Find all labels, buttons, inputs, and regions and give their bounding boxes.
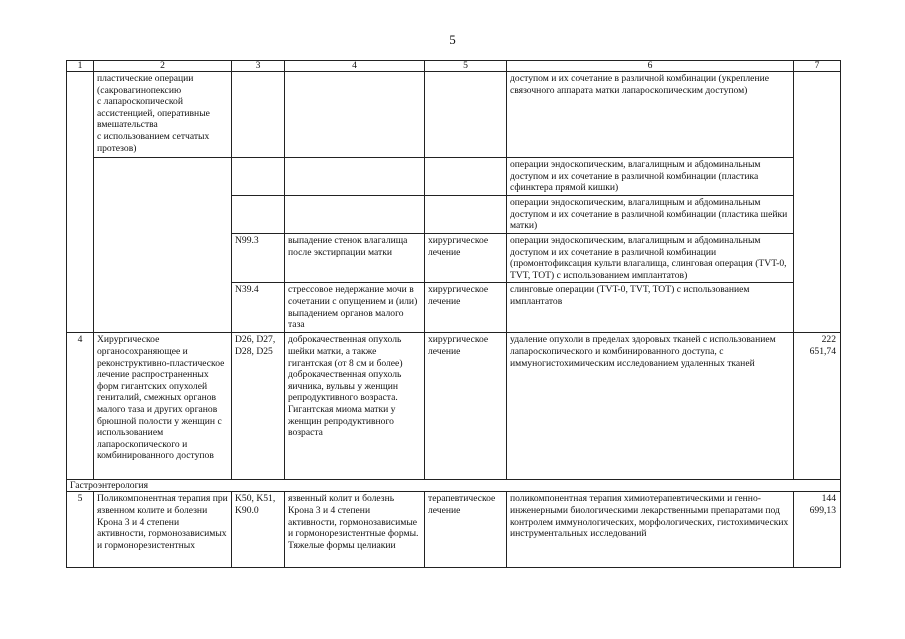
- header-cell: 6: [507, 61, 794, 72]
- cell-diagnosis: [285, 158, 425, 196]
- cell-diagnosis: стрессовое недержание мочи в сочетании с опущением и (или) выпадением органов малого таза: [285, 283, 425, 333]
- cell-number: [67, 72, 94, 333]
- table-row: [67, 158, 841, 196]
- cell-description: Поликомпонентная терапия при язвенном колите и болезни Крона 3 и 4 степени активности, гормонозависимых и гормонорезистентных: [94, 492, 232, 568]
- cell-treatment: [425, 72, 507, 158]
- cell-code: [232, 72, 285, 158]
- cell-price: [794, 72, 841, 333]
- cell-treatment: терапевтическое лечение: [425, 492, 507, 568]
- cell-code: [232, 196, 285, 234]
- page-number: 5: [449, 32, 456, 47]
- header-cell: 1: [67, 61, 94, 72]
- table-row: [67, 72, 841, 158]
- cell-treatment: [425, 158, 507, 196]
- cell-treatment: хирургическое лечение: [425, 234, 507, 283]
- table-row: [67, 333, 841, 480]
- header-cell: 2: [94, 61, 232, 72]
- cell-diagnosis: [285, 72, 425, 158]
- cell-code: N99.3: [232, 234, 285, 283]
- section-row: [67, 480, 841, 492]
- cell-treatment: [425, 196, 507, 234]
- cell-method: поликомпонентная терапия химиотерапевтическими и генно-инженерными биологическими лекарственными препаратами под контролем иммунологических, морфологических, гистохимических инструментальных исследований: [507, 492, 794, 568]
- cell-price: 222 651,74: [794, 333, 841, 480]
- header-cell: 7: [794, 61, 841, 72]
- cell-code: [232, 158, 285, 196]
- cell-diagnosis: [285, 196, 425, 234]
- cell-method: операции эндоскопическим, влагалищным и абдоминальным доступом и их сочетание в различной комбинации (пластика шейки матки): [507, 196, 794, 234]
- cell-number: 5: [67, 492, 94, 568]
- cell-treatment: хирургическое лечение: [425, 333, 507, 480]
- cell-description: [94, 158, 232, 333]
- section-title: Гастроэнтерология: [67, 480, 841, 492]
- cell-diagnosis: язвенный колит и болезнь Крона 3 и 4 степени активности, гормонозависимые и гормонорезистентные формы. Тяжелые формы целиакии: [285, 492, 425, 568]
- table-row: [67, 492, 841, 568]
- cell-description: Хирургическое органосохраняющее и реконструктивно-пластическое лечение распространенных форм гигантских опухолей гениталий, смежных органов малого таза и других органов брюшной полости у женщин с использованием лапароскопического и комбинированного доступов: [94, 333, 232, 480]
- cell-diagnosis: выпадение стенок влагалища после экстирпации матки: [285, 234, 425, 283]
- cell-method: операции эндоскопическим, влагалищным и абдоминальным доступом и их сочетание в различной комбинации (промонтофиксация культи влагалища, слинговая операция (TVT-0, TVT, TOT) с использованием имплантатов): [507, 234, 794, 283]
- cell-description: пластические операции (сакровагинопексию с лапароскопической ассистенцией, оперативные вмешательства с использованием сетчатых протезов): [94, 72, 232, 158]
- cell-treatment: хирургическое лечение: [425, 283, 507, 333]
- header-cell: 3: [232, 61, 285, 72]
- cell-number: 4: [67, 333, 94, 480]
- header-cell: 5: [425, 61, 507, 72]
- cell-code: N39.4: [232, 283, 285, 333]
- cell-code: K50, K51, K90.0: [232, 492, 285, 568]
- header-row: [67, 61, 841, 72]
- cell-price: 144 699,13: [794, 492, 841, 568]
- cell-method: слинговые операции (TVT-0, TVT, TOT) с использованием имплантатов: [507, 283, 794, 333]
- cell-code: D26, D27, D28, D25: [232, 333, 285, 480]
- cell-method: операции эндоскопическим, влагалищным и абдоминальным доступом и их сочетание в различной комбинации (пластика сфинктера прямой кишки): [507, 158, 794, 196]
- header-cell: 4: [285, 61, 425, 72]
- cell-diagnosis: доброкачественная опухоль шейки матки, а также гигантская (от 8 см и более) доброкачественная опухоль яичника, вульвы у женщин репродуктивного возраста. Гигантская миома матки у женщин репродуктивного возраста: [285, 333, 425, 480]
- cell-method: доступом и их сочетание в различной комбинации (укрепление связочного аппарата матки лапароскопическим доступом): [507, 72, 794, 158]
- procedures-table: [66, 60, 841, 568]
- cell-method: удаление опухоли в пределах здоровых тканей с использованием лапароскопического и комбинированного доступа, с иммуногистохимическим исследованием удаленных тканей: [507, 333, 794, 480]
